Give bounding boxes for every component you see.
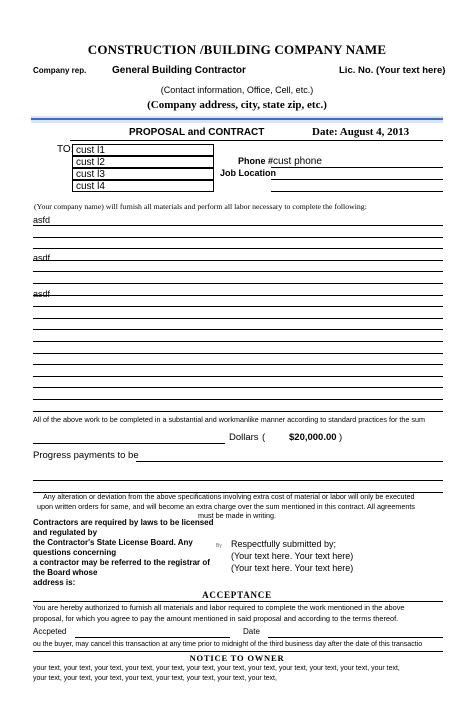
job-location-line-2 xyxy=(271,191,443,192)
license-text-2: and regulated by xyxy=(33,528,98,537)
contact-info: (Contact information, Office, Cell, etc.) xyxy=(160,85,314,95)
alteration-text-3: must be made in writing. xyxy=(198,511,276,520)
work-item-2[interactable]: asdf xyxy=(33,253,51,263)
cancel-notice-text: ou the buyer, may cancel this transaction at any time prior to midnight of the third business day after the date of this transactio xyxy=(33,641,423,648)
amount-open-paren: ( xyxy=(262,432,266,443)
acceptance-rule xyxy=(33,601,443,602)
work-line[interactable] xyxy=(33,237,443,238)
progress-line-2 xyxy=(33,480,443,481)
progress-line-1 xyxy=(136,461,443,462)
signer-text-1[interactable]: (Your text here. Your text here) xyxy=(231,551,354,561)
work-item-3[interactable]: asdf xyxy=(33,289,51,299)
notice-text-1: your text, your text, your text, your text, your text, your text, your text, your text, your text, your text, your text, your text, xyxy=(33,665,400,672)
acceptance-text-1: You are hereby authorized to furnish all materials and labor required to complete the work mentioned in the above xyxy=(33,603,405,612)
license-text-3: the Contractor's State License Board. Any xyxy=(33,538,193,547)
proposal-date: Date: August 4, 2013 xyxy=(312,126,410,138)
work-line[interactable] xyxy=(33,341,443,342)
work-line[interactable] xyxy=(33,295,443,296)
customer-line-1[interactable]: cust l1 xyxy=(72,144,214,156)
customer-line-4[interactable]: cust l4 xyxy=(72,180,214,192)
accepted-label: Accpeted xyxy=(33,627,67,636)
phone-value[interactable]: cust phone xyxy=(273,156,322,167)
contract-amount[interactable]: $20,000.00 xyxy=(289,432,337,443)
phone-label: Phone # xyxy=(238,156,274,166)
work-line[interactable] xyxy=(33,306,443,307)
workmanlike-text: All of the above work to be completed in a substantial and workmanlike manner according to standard practices for the sum xyxy=(33,415,425,424)
dollars-label: Dollars xyxy=(229,432,259,443)
respectfully-submitted: Respectfully submitted by; xyxy=(231,539,337,549)
work-line[interactable] xyxy=(33,318,443,319)
alteration-text-1: Any alteration or deviation from the above specifications involving extra cost of material or labor will only be executed xyxy=(43,492,415,501)
dollars-line xyxy=(33,443,225,444)
acceptance-title: ACCEPTANCE xyxy=(202,590,272,600)
to-label: TO: xyxy=(57,144,74,155)
phone-line xyxy=(271,167,443,168)
company-name: CONSTRUCTION /BUILDING COMPANY NAME xyxy=(87,42,387,57)
company-address: (Company address, city, state zip, etc.) xyxy=(147,99,327,111)
title-underline xyxy=(70,140,443,141)
job-location-line-1 xyxy=(271,179,443,180)
license-text-7: address is: xyxy=(33,578,76,587)
license-text-1: Contractors are required by laws to be licensed xyxy=(33,518,214,527)
work-line[interactable] xyxy=(33,248,443,249)
progress-payments-label: Progress payments to be xyxy=(33,450,139,461)
signer-text-2[interactable]: (Your text here. Your text here) xyxy=(231,563,354,573)
customer-line-2[interactable]: cust l2 xyxy=(72,156,214,168)
license-text-4: questions concerning xyxy=(33,548,117,557)
license-text-6: the Board whose xyxy=(33,568,98,577)
work-intro: (Your company name) will furnish all materials and perform all labor necessary to complete the following: xyxy=(34,202,367,211)
customer-line-3[interactable]: cust l3 xyxy=(72,168,214,180)
by-label: By xyxy=(216,543,222,549)
amount-close-paren: ) xyxy=(339,432,343,443)
accepted-date-line[interactable] xyxy=(268,637,443,638)
acceptance-text-2: proposal, for which you agree to pay the amount mentioned in said proposal and according to the terms thereof. xyxy=(33,614,399,623)
work-line[interactable] xyxy=(33,225,443,226)
work-line[interactable] xyxy=(33,283,443,284)
work-line[interactable] xyxy=(33,411,443,412)
company-rep-value: General Building Contractor xyxy=(112,65,246,76)
notice-title: NOTICE TO OWNER xyxy=(189,653,285,663)
work-line[interactable] xyxy=(33,353,443,354)
company-rep-label: Company rep. xyxy=(33,66,87,75)
work-line[interactable] xyxy=(33,376,443,377)
license-number: Lic. No. (Your text here) xyxy=(339,65,446,76)
date-label: Date xyxy=(243,627,260,636)
work-line[interactable] xyxy=(33,364,443,365)
work-item-1[interactable]: asfd xyxy=(33,215,51,225)
work-line[interactable] xyxy=(33,387,443,388)
accepted-signature-line[interactable] xyxy=(75,637,230,638)
work-line[interactable] xyxy=(33,399,443,400)
proposal-title: PROPOSAL and CONTRACT xyxy=(129,127,265,138)
work-line[interactable] xyxy=(33,260,443,261)
notice-text-2: your text, your text, your text, your text, your text, your text, your text, your text, xyxy=(33,675,277,682)
license-text-5: a contractor may be referred to the registrar of xyxy=(33,558,210,567)
work-line[interactable] xyxy=(33,271,443,272)
cancel-notice-rule xyxy=(33,651,443,652)
header-divider xyxy=(31,116,443,123)
alteration-text-2: upon written orders for same, and will become an extra charge over the sum mentioned in this contract. All agreements xyxy=(37,502,415,511)
work-line[interactable] xyxy=(33,329,443,330)
job-location-label: Job Location xyxy=(220,168,276,178)
